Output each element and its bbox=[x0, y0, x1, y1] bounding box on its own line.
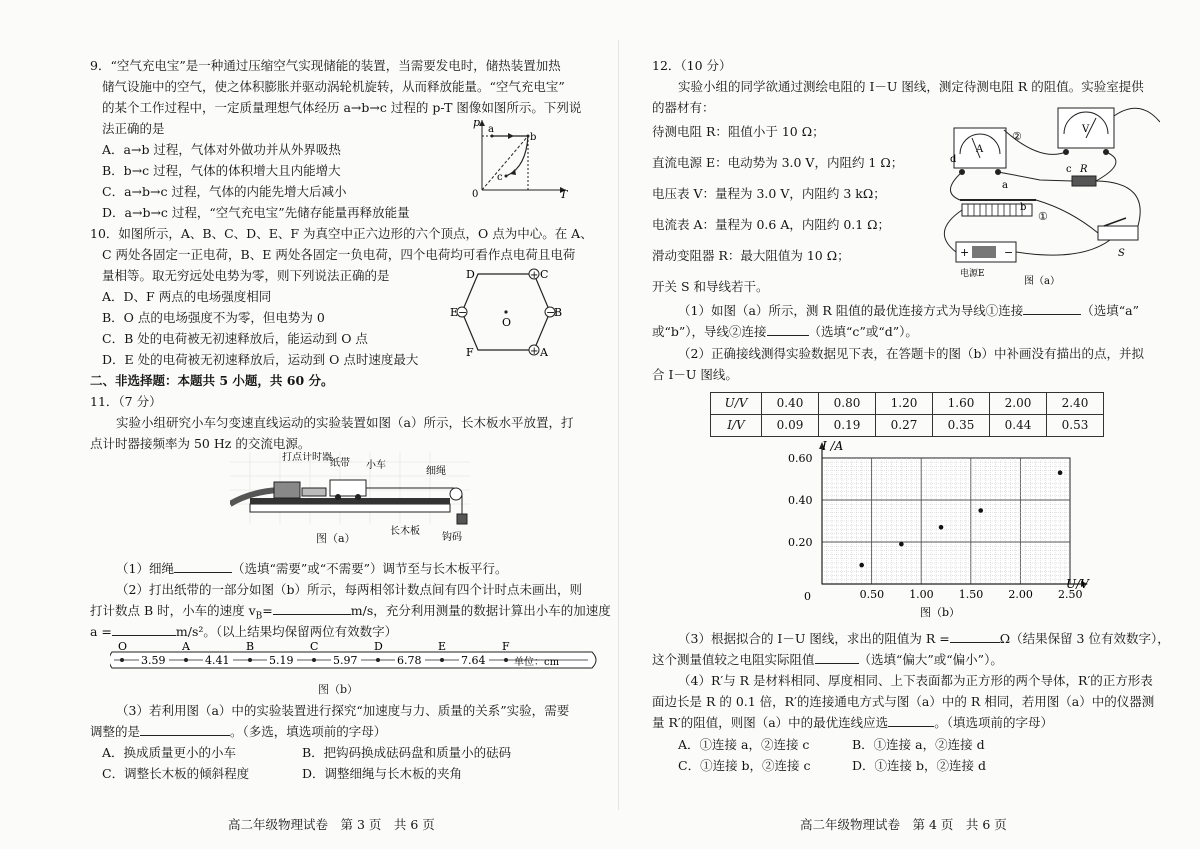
switch-s-label: S bbox=[1118, 248, 1125, 259]
q10-line1: 10．如图所示，A、B、C、D、E、F 为真空中正六边形的六个顶点，O 点为中心。在 A、 bbox=[90, 226, 593, 241]
table-cell: 1.60 bbox=[933, 393, 990, 415]
chart-data-point bbox=[859, 563, 864, 568]
right-footer: 高二年级物理试卷 第 4 页 共 6 页 bbox=[800, 817, 1007, 832]
q11-line1: 实验小组研究小车匀变速直线运动的实验装置如图（a）所示，长木板水平放置，打 bbox=[116, 415, 574, 430]
q12-s2a: （2）正确接线测得实验数据见下表，在答题卡的图（b）中补画没有描出的点，并拟 bbox=[678, 346, 1144, 361]
axis-p-label: p bbox=[473, 116, 481, 129]
chart-y-tick-label: 0.20 bbox=[788, 536, 813, 549]
ammeter-label: A bbox=[976, 144, 984, 155]
q12-s2b: 合 I－U 图线。 bbox=[652, 367, 738, 382]
source-e-label: 电源E bbox=[960, 269, 985, 279]
q9-option-a: A．a→b 过程，气体对外做功并从外界吸热 bbox=[102, 142, 341, 157]
tape-point-label: A bbox=[182, 642, 190, 653]
tape-point-label: D bbox=[374, 642, 383, 653]
wire-2-label: ② bbox=[1012, 130, 1022, 143]
circuit-caption: 图（a） bbox=[1024, 276, 1060, 287]
q11-option-c: C．调整长木板的倾斜程度 bbox=[102, 766, 250, 781]
q12-circuit-figure bbox=[920, 92, 1160, 288]
tape-point bbox=[504, 658, 508, 662]
svg-text:−: − bbox=[1004, 246, 1014, 259]
table-row-u bbox=[711, 393, 1104, 415]
q12-wire1-blank[interactable] bbox=[1023, 300, 1081, 315]
chart-data-point bbox=[899, 542, 904, 547]
q11-s2a: （2）打出纸带的一部分如图（b）所示，每两相邻计数点间有四个计时点未画出，则 bbox=[116, 582, 582, 597]
q11-accel-blank[interactable] bbox=[112, 621, 176, 636]
tape-gap-label: 3.59 bbox=[141, 654, 166, 667]
table-cell: 2.40 bbox=[1047, 393, 1104, 415]
chart-x-tick-label: 1.50 bbox=[958, 588, 984, 601]
q9-line2: 储气设施中的空气，使之体积膨胀并驱动涡轮机旋转，从而释放能量。“空气充电宝” bbox=[102, 79, 565, 94]
tape-point bbox=[312, 658, 316, 662]
q12-s4a: （4）R′与 R 是材料相同、厚度相同、上下表面都为正方形的两个导体，R′的正方形表 bbox=[678, 673, 1153, 688]
tape-gap-label: 5.97 bbox=[333, 654, 358, 667]
q11-s1: （1）细绳 （选填“需要”或“不需要”）调节至与长木板平行。 bbox=[116, 558, 508, 579]
chart-x-tick-label: 2.50 bbox=[1058, 588, 1083, 601]
tape-point-label: O bbox=[118, 642, 128, 653]
q12-s1: （1）如图（a）所示，测 R 阻值的最优连接方式为导线①连接 （选填“a” bbox=[678, 300, 1139, 321]
tape-unit-label: 单位：cm bbox=[514, 657, 560, 668]
svg-text:+: + bbox=[960, 246, 970, 259]
q11-option-b: B．把钩码换成砝码盘和质量小的砝码 bbox=[302, 745, 512, 760]
q12-head: 12．（10 分） bbox=[652, 58, 732, 73]
q12-line1: 实验小组的同学欲通过测绘电阻的 I－U 图线，测定待测电阻 R 的阻值。实验室提供 bbox=[678, 79, 1144, 94]
q11-option-a: A．换成质量更小的小车 bbox=[102, 745, 237, 760]
table-cell: 0.80 bbox=[819, 393, 876, 415]
terminal-a-label: a bbox=[1002, 180, 1008, 191]
chart-x-axis-label: U/V bbox=[1066, 577, 1089, 591]
q9-option-b: B．b→c 过程，气体的体积增大且内能增大 bbox=[102, 163, 341, 178]
q12-data-table bbox=[710, 392, 1104, 437]
q11-s2c: a = m/s²。（以上结果均保留两位有效数字） bbox=[90, 621, 397, 642]
q9-line1: 9．“空气充电宝”是一种通过压缩空气实现储能的装置，当需要发电时，储热装置加热 bbox=[90, 58, 561, 73]
q11-s3b: 调整的是 。（多选，填选项前的字母） bbox=[90, 721, 386, 742]
weight-label: 钩码 bbox=[442, 532, 462, 543]
section2-heading: 二、非选择题：本题共 5 小题，共 60 分。 bbox=[90, 373, 334, 388]
q12-item-r: 待测电阻 R：阻值小于 10 Ω； bbox=[652, 124, 825, 139]
terminal-b-label: b bbox=[1020, 202, 1027, 213]
page-divider bbox=[618, 40, 619, 810]
chart-y-axis-label: I /A bbox=[822, 439, 844, 453]
q11-s1-blank[interactable] bbox=[174, 558, 232, 573]
chart-y-tick-label: 0.60 bbox=[788, 452, 813, 465]
tape-label: 纸带 bbox=[330, 458, 350, 469]
q12-s3b: 这个测量值较之电阻实际阻值 （选填“偏大”或“偏小”）。 bbox=[652, 649, 1003, 670]
q12-s1b: 或“b”），导线②连接 （选填“c”或“d”）。 bbox=[652, 321, 918, 342]
tape-point bbox=[248, 658, 252, 662]
chart-caption: 图（b） bbox=[920, 606, 961, 619]
vertex-e-label: E bbox=[450, 306, 459, 319]
table-row-i bbox=[711, 415, 1104, 437]
q10-option-b: B．O 点的电场强度不为零，但电势为 0 bbox=[102, 310, 325, 325]
chart-x-tick-label: 0.50 bbox=[859, 588, 885, 601]
q9-option-d: D．a→b→c 过程，“空气充电宝”先储存能量再释放能量 bbox=[102, 205, 410, 220]
svg-text:−: − bbox=[458, 306, 468, 319]
fig-a-caption: 图（a） bbox=[316, 532, 356, 545]
fig-b-caption: 图（b） bbox=[318, 683, 359, 696]
chart-x-tick-label: 1.00 bbox=[909, 588, 934, 601]
q12-item-e: 直流电源 E：电动势为 3.0 V，内阻约 1 Ω； bbox=[652, 155, 904, 170]
q10-hexagon-diagram bbox=[450, 264, 562, 360]
tape-point-label: B bbox=[246, 642, 255, 653]
point-c-label: c bbox=[497, 172, 503, 183]
table-cell: 0.27 bbox=[876, 415, 933, 437]
tape-point bbox=[120, 658, 124, 662]
q11-s3-blank[interactable] bbox=[140, 721, 230, 736]
vertex-c-label: C bbox=[540, 268, 549, 281]
tape-point-label: E bbox=[438, 642, 447, 653]
vertex-b-label: B bbox=[554, 306, 562, 319]
chart-data-point bbox=[1058, 470, 1063, 475]
tape-point bbox=[376, 658, 380, 662]
tape-gap-label: 4.41 bbox=[205, 654, 230, 667]
vertex-d-label: D bbox=[466, 268, 475, 281]
chart-x-tick-label: 2.00 bbox=[1008, 588, 1033, 601]
q11-s3a: （3）若利用图（a）中的实验装置进行探究“加速度与力、质量的关系”实验，需要 bbox=[116, 703, 570, 718]
tape-point bbox=[440, 658, 444, 662]
svg-text:+: + bbox=[530, 270, 539, 281]
q12-bias-blank[interactable] bbox=[815, 649, 859, 664]
table-cell: 0.40 bbox=[762, 393, 819, 415]
left-footer: 高二年级物理试卷 第 3 页 共 6 页 bbox=[228, 817, 435, 832]
wire-1-label: ① bbox=[1038, 210, 1048, 223]
q12-option-a: A．①连接 a，②连接 c bbox=[678, 737, 810, 752]
table-header-i: I/V bbox=[711, 415, 762, 437]
q12-item-rheostat: 滑动变阻器 R：最大阻值为 10 Ω； bbox=[652, 248, 850, 263]
q9-line4: 法正确的是 bbox=[102, 121, 165, 136]
q12-s4-blank[interactable] bbox=[888, 712, 934, 727]
car-label: 小车 bbox=[366, 460, 386, 471]
q10-option-d: D．E 处的电荷被无初速释放后，运动到 O 点时速度最大 bbox=[102, 352, 419, 367]
q10-line3: 量相等。取无穷远处电势为零，则下列说法正确的是 bbox=[102, 268, 390, 283]
q12-wire2-blank[interactable] bbox=[767, 321, 809, 336]
tape-gap-label: 5.19 bbox=[269, 654, 294, 667]
timer-label: 打点计时器 bbox=[282, 452, 332, 463]
table-cell: 0.09 bbox=[762, 415, 819, 437]
table-cell: 0.19 bbox=[819, 415, 876, 437]
voltmeter-label: V bbox=[1082, 124, 1090, 135]
svg-text:−: − bbox=[546, 306, 556, 319]
point-b-label: b bbox=[530, 132, 537, 143]
q9-pt-diagram bbox=[470, 116, 570, 198]
table-cell: 2.00 bbox=[990, 393, 1047, 415]
q11-head: 11．（7 分） bbox=[90, 394, 162, 409]
q12-item-switch: 开关 S 和导线若干。 bbox=[652, 279, 769, 294]
table-cell: 0.44 bbox=[990, 415, 1047, 437]
table-header-u: U/V bbox=[711, 393, 762, 415]
q11-option-d: D．调整细绳与长木板的夹角 bbox=[302, 766, 463, 781]
q12-r-blank[interactable] bbox=[950, 628, 1000, 643]
board-label: 长木板 bbox=[390, 526, 420, 537]
q12-line2: 的器材有： bbox=[652, 100, 715, 115]
q12-item-v: 电压表 V：量程为 3.0 V，内阻约 3 kΩ； bbox=[652, 186, 886, 201]
vertex-f-label: F bbox=[466, 346, 474, 359]
q9-line3: 的某个工作过程中，一定质量理想气体经历 a→b→c 过程的 p-T 图像如图所示。下列说 bbox=[102, 100, 582, 115]
q12-option-d: D．①连接 b，②连接 d bbox=[852, 758, 986, 773]
q12-option-b: B．①连接 a，②连接 d bbox=[852, 737, 985, 752]
q11-s2b: 打计数点 B 时，小车的速度 $v_B= m/s$，充分利用测量的数据计算出小车的加速度 bbox=[90, 600, 611, 628]
chart-data-point bbox=[978, 508, 983, 513]
chart-origin-label: 0 bbox=[804, 590, 811, 603]
q9-option-c: C．a→b→c 过程，气体的内能先增大后减小 bbox=[102, 184, 347, 199]
q10-option-a: A．D、F 两点的电场强度相同 bbox=[102, 289, 272, 304]
chart-y-tick-label: 0.40 bbox=[788, 494, 813, 507]
q11-line2: 点计时器接频率为 50 Hz 的交流电源。 bbox=[90, 436, 311, 451]
q10-line2: C 两处各固定一正电荷，B、E 两处各固定一负电荷，四个电荷均可看作点电荷且电荷 bbox=[102, 247, 576, 262]
q11-tape-figure bbox=[110, 642, 600, 682]
tape-gap-label: 7.64 bbox=[461, 654, 486, 667]
center-o-label: O bbox=[502, 316, 512, 329]
q12-item-a: 电流表 A：量程为 0.6 A，内阻约 0.1 Ω； bbox=[652, 217, 891, 232]
rope-label: 细绳 bbox=[426, 466, 446, 477]
resistor-r-label: R bbox=[1080, 164, 1088, 175]
q12-iu-chart bbox=[770, 438, 1100, 620]
chart-data-point bbox=[939, 525, 944, 530]
q12-s4c: 量 R′的阻值，则图（a）中的最优连线应选 。（填选项前的字母） bbox=[652, 712, 1053, 733]
tape-gap-label: 6.78 bbox=[397, 654, 422, 667]
vertex-a-label: A bbox=[540, 346, 548, 359]
terminal-c-label: c bbox=[1066, 164, 1072, 175]
table-cell: 1.20 bbox=[876, 393, 933, 415]
point-a-label: a bbox=[488, 124, 494, 135]
tape-point-label: F bbox=[502, 642, 510, 653]
axis-t-label: T bbox=[560, 188, 568, 198]
origin-label: 0 bbox=[472, 189, 479, 198]
table-cell: 0.35 bbox=[933, 415, 990, 437]
svg-text:+: + bbox=[530, 346, 539, 357]
q12-option-c: C．①连接 b，②连接 c bbox=[678, 758, 811, 773]
table-cell: 0.53 bbox=[1047, 415, 1104, 437]
tape-point bbox=[184, 658, 188, 662]
terminal-d-label: d bbox=[950, 154, 957, 165]
q11-vb-blank[interactable] bbox=[273, 600, 351, 615]
q12-s4b: 面边长是 R 的 0.1 倍，R′的连接通电方式与图（a）中的 R 相同，若用图（a）中的仪器测 bbox=[652, 694, 1155, 709]
tape-point-label: C bbox=[310, 642, 319, 653]
q10-option-c: C．B 处的电荷被无初速释放后，能运动到 O 点 bbox=[102, 331, 368, 346]
q12-s3a: （3）根据拟合的 I－U 图线，求出的阻值为 R = Ω（结果保留 3 位有效数字）， bbox=[678, 628, 1170, 649]
